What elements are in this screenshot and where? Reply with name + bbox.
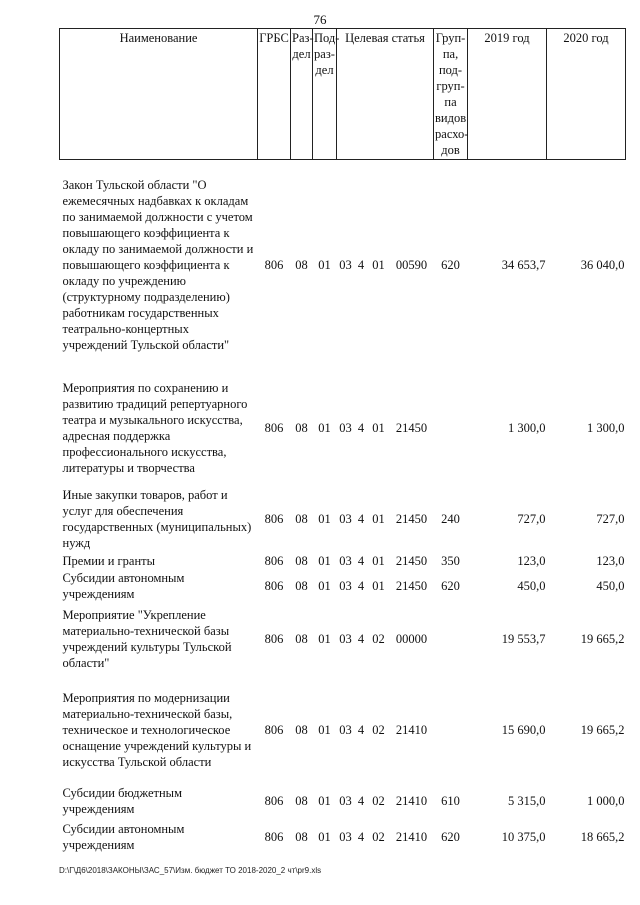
cell-target-part4: 21410 bbox=[395, 793, 428, 808]
cell-target-part1: 03 bbox=[339, 511, 352, 526]
cell-razdel: 08 bbox=[295, 631, 308, 646]
cell-expense-group: 240 bbox=[441, 511, 460, 526]
cell-value-2020: 1 300,0 bbox=[587, 420, 625, 435]
cell-value-2019: 727,0 bbox=[517, 511, 546, 526]
cell-podrazdel: 01 bbox=[318, 631, 331, 646]
cell-target-part3: 02 bbox=[372, 631, 385, 646]
cell-expense-group: 620 bbox=[441, 829, 460, 844]
cell-name: Премии и гранты bbox=[62, 553, 156, 568]
table-row bbox=[60, 676, 626, 784]
cell-razdel: 08 bbox=[295, 420, 308, 435]
cell-podrazdel: 01 bbox=[318, 420, 331, 435]
table-row bbox=[60, 818, 626, 856]
cell-podrazdel: 01 bbox=[318, 553, 331, 568]
cell-target-part4: 21410 bbox=[395, 722, 428, 737]
cell-target-part4: 00000 bbox=[395, 631, 428, 646]
cell-target-part2: 4 bbox=[357, 511, 365, 526]
cell-name: Иные закупки товаров, работ и услуг для обеспечения государственных (муниципальных) нужд bbox=[62, 487, 252, 550]
cell-target-part1: 03 bbox=[339, 420, 352, 435]
cell-podrazdel: 01 bbox=[318, 793, 331, 808]
cell-target-part3: 01 bbox=[372, 578, 385, 593]
cell-target-part1: 03 bbox=[339, 829, 352, 844]
header-podrazdel: Под-раз-дел bbox=[313, 29, 337, 160]
cell-target-part1: 03 bbox=[339, 793, 352, 808]
header-2020: 2020 год bbox=[547, 29, 626, 160]
cell-value-2020: 36 040,0 bbox=[580, 257, 625, 272]
cell-target-part3: 01 bbox=[372, 257, 385, 272]
cell-expense-group: 610 bbox=[441, 793, 460, 808]
header-grbs: ГРБС bbox=[258, 29, 291, 160]
header-target: Целевая статья bbox=[337, 29, 434, 160]
cell-grbs: 806 bbox=[264, 511, 284, 526]
cell-grbs: 806 bbox=[264, 722, 284, 737]
cell-target-part4: 21450 bbox=[395, 420, 428, 435]
cell-value-2020: 19 665,2 bbox=[580, 631, 625, 646]
cell-target-part4: 21450 bbox=[395, 553, 428, 568]
cell-target-part2: 4 bbox=[357, 420, 365, 435]
cell-name: Субсидии автономным учреждениям bbox=[62, 821, 185, 852]
cell-target-part1: 03 bbox=[339, 553, 352, 568]
cell-razdel: 08 bbox=[295, 578, 308, 593]
table-row bbox=[60, 570, 626, 602]
cell-razdel: 08 bbox=[295, 793, 308, 808]
cell-grbs: 806 bbox=[264, 829, 284, 844]
table-row bbox=[60, 784, 626, 818]
cell-grbs: 806 bbox=[264, 631, 284, 646]
cell-grbs: 806 bbox=[264, 257, 284, 272]
cell-podrazdel: 01 bbox=[318, 257, 331, 272]
cell-target-part4: 21410 bbox=[395, 829, 428, 844]
page-number: 76 bbox=[313, 12, 327, 27]
table-row bbox=[60, 602, 626, 676]
cell-target-part2: 4 bbox=[357, 257, 365, 272]
cell-podrazdel: 01 bbox=[318, 511, 331, 526]
cell-expense-group: 620 bbox=[441, 578, 460, 593]
table-body bbox=[60, 160, 626, 856]
cell-expense-group: 620 bbox=[441, 257, 460, 272]
cell-value-2020: 19 665,2 bbox=[580, 722, 625, 737]
table-header-row bbox=[60, 29, 626, 160]
table-row bbox=[60, 552, 626, 570]
cell-grbs: 806 bbox=[264, 553, 284, 568]
file-path-footer: D:\Г\Д6\2018\ЗАКОНЫ\ЗАС_57\Изм. бюджет ТО 2018-2020_2 чт\pr9.xls bbox=[59, 866, 322, 875]
cell-target-part3: 02 bbox=[372, 722, 385, 737]
cell-value-2019: 1 300,0 bbox=[508, 420, 546, 435]
cell-expense-group: 350 bbox=[441, 553, 460, 568]
cell-value-2020: 450,0 bbox=[596, 578, 625, 593]
cell-value-2020: 727,0 bbox=[596, 511, 625, 526]
cell-razdel: 08 bbox=[295, 553, 308, 568]
table-row bbox=[60, 160, 626, 370]
cell-razdel: 08 bbox=[295, 257, 308, 272]
cell-target-part2: 4 bbox=[357, 578, 365, 593]
cell-target-part2: 4 bbox=[357, 553, 365, 568]
cell-name: Закон Тульской области "О ежемесячных надбавках к окладам по занимаемой должности с учетом повышающего коэффициента к окладу по занимаемой должности и повышающего коэффициента к окладу по учреждению (структурному подразделению) работникам государственных театрально-концертных учреждений Тульской области" bbox=[62, 177, 254, 352]
cell-target-part2: 4 bbox=[357, 722, 365, 737]
header-razdel: Раз-дел bbox=[291, 29, 313, 160]
cell-value-2019: 450,0 bbox=[517, 578, 546, 593]
cell-target-part2: 4 bbox=[357, 829, 365, 844]
cell-expense-group bbox=[434, 370, 468, 486]
cell-value-2019: 123,0 bbox=[517, 553, 546, 568]
cell-razdel: 08 bbox=[295, 511, 308, 526]
cell-value-2019: 19 553,7 bbox=[501, 631, 546, 646]
cell-value-2019: 10 375,0 bbox=[501, 829, 546, 844]
header-name: Наименование bbox=[60, 29, 258, 160]
cell-target-part1: 03 bbox=[339, 631, 352, 646]
cell-expense-group bbox=[434, 602, 468, 676]
table-row bbox=[60, 370, 626, 486]
cell-target-part1: 03 bbox=[339, 578, 352, 593]
cell-value-2019: 34 653,7 bbox=[501, 257, 546, 272]
cell-value-2020: 123,0 bbox=[596, 553, 625, 568]
cell-value-2020: 1 000,0 bbox=[587, 793, 625, 808]
cell-grbs: 806 bbox=[264, 793, 284, 808]
cell-podrazdel: 01 bbox=[318, 829, 331, 844]
cell-name: Мероприятия по модернизации материально-технической базы, техническое и технологическое оснащение учреждений культуры и искусства Тульской области bbox=[62, 690, 252, 769]
header-group: Груп-па, под-груп-па видов расхо-дов bbox=[434, 29, 468, 160]
cell-target-part3: 01 bbox=[372, 511, 385, 526]
cell-target-part3: 01 bbox=[372, 553, 385, 568]
cell-razdel: 08 bbox=[295, 829, 308, 844]
cell-name: Мероприятия по сохранению и развитию традиций репертуарного театра и музыкального искусства, адресная поддержка профессионального искусства, литературы и творчества bbox=[62, 380, 248, 475]
cell-target-part4: 21450 bbox=[395, 511, 428, 526]
cell-target-part2: 4 bbox=[357, 793, 365, 808]
cell-target-part2: 4 bbox=[357, 631, 365, 646]
cell-target-part3: 02 bbox=[372, 793, 385, 808]
cell-target-part1: 03 bbox=[339, 257, 352, 272]
cell-podrazdel: 01 bbox=[318, 578, 331, 593]
cell-target-part4: 21450 bbox=[395, 578, 428, 593]
header-2019: 2019 год bbox=[468, 29, 547, 160]
cell-expense-group bbox=[434, 676, 468, 784]
cell-name: Субсидии автономным учреждениям bbox=[62, 570, 185, 601]
cell-target-part1: 03 bbox=[339, 722, 352, 737]
cell-value-2019: 15 690,0 bbox=[501, 722, 546, 737]
cell-value-2019: 5 315,0 bbox=[508, 793, 546, 808]
budget-table bbox=[59, 28, 626, 856]
cell-grbs: 806 bbox=[264, 420, 284, 435]
table-row bbox=[60, 486, 626, 552]
cell-value-2020: 18 665,2 bbox=[580, 829, 625, 844]
cell-target-part3: 02 bbox=[372, 829, 385, 844]
cell-podrazdel: 01 bbox=[318, 722, 331, 737]
cell-name: Мероприятие "Укрепление материально-технической базы учреждений культуры Тульской области" bbox=[62, 607, 232, 670]
cell-grbs: 806 bbox=[264, 578, 284, 593]
cell-target-part3: 01 bbox=[372, 420, 385, 435]
cell-name: Субсидии бюджетным учреждениям bbox=[62, 785, 182, 816]
cell-razdel: 08 bbox=[295, 722, 308, 737]
cell-target-part4: 00590 bbox=[395, 257, 428, 272]
